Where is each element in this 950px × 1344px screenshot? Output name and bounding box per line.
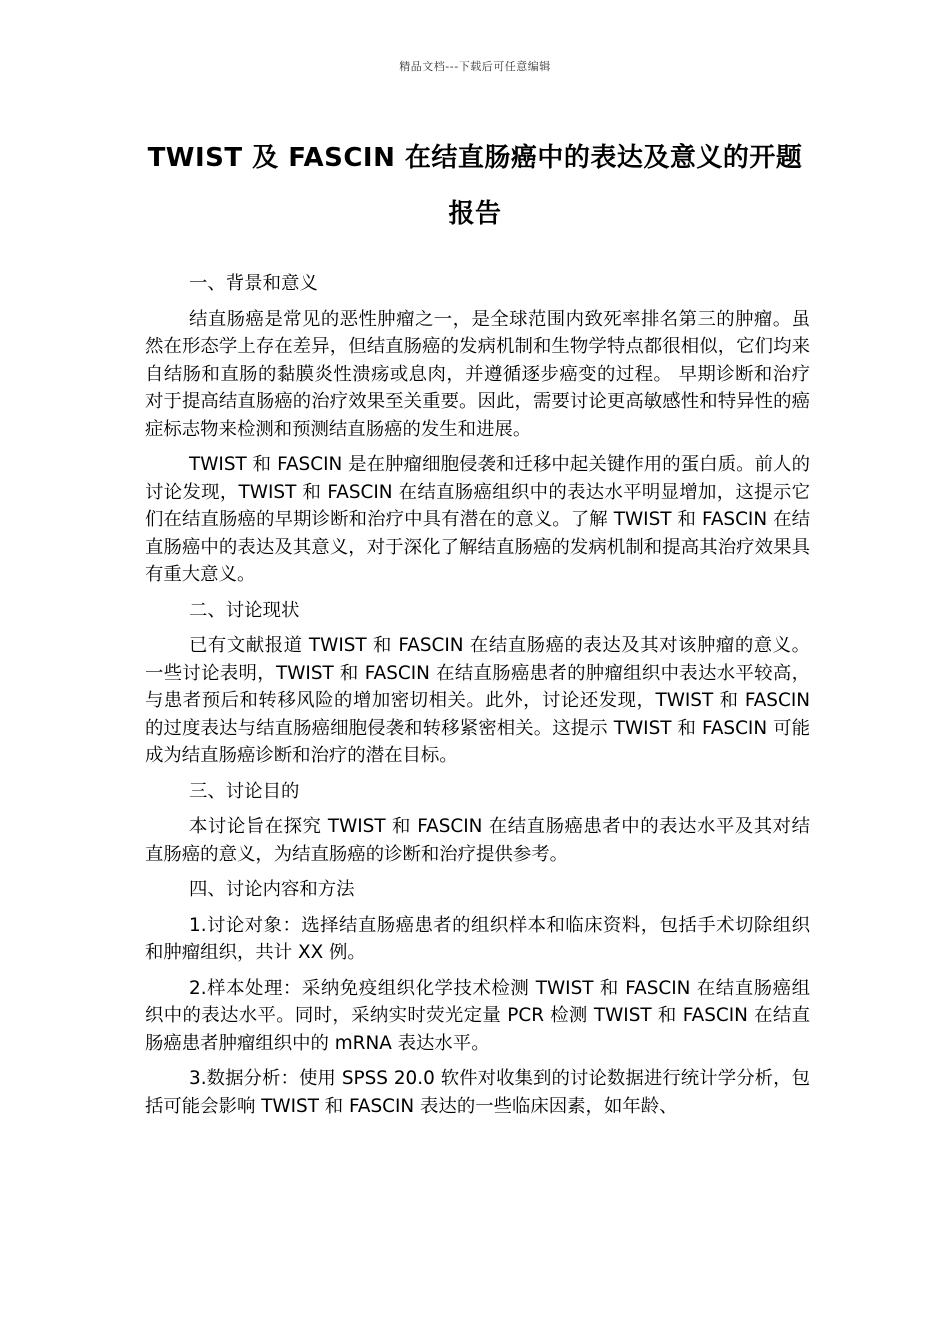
section-heading: 二、讨论现状 (189, 599, 300, 621)
paragraph: 已有文献报道 TWIST 和 FASCIN 在结直肠癌的表达及其对该肿瘤的意义。一些讨论表明，TWIST 和 FASCIN 在结直肠癌患者的肿瘤组织中表达水平较高，与患者预后和转移风险的增加密切相关。此外，讨论还发现，TWIST 和 FASCIN 的过度表达与结直肠癌细胞侵袭和转移紧密相关。这提示 TWIST 和 FASCIN 可能成为结直肠癌诊断和治疗的潜在目标。 (145, 635, 810, 766)
paragraph: 1.讨论对象：选择结直肠癌患者的组织样本和临床资料，包括手术切除组织和肿瘤组织，共计 XX 例。 (145, 914, 810, 963)
section-heading: 四、讨论内容和方法 (189, 879, 355, 900)
document-title: TWIST 及 FASCIN 在结直肠癌中的表达及意义的开题报告 (147, 143, 803, 229)
paragraph: 2.样本处理：采纳免疫组织化学技术检测 TWIST 和 FASCIN 在结直肠癌组织中的表达水平。同时，采纳实时荧光定量 PCR 检测 TWIST 和 FASCIN 在结直肠癌患者肿瘤组织中的 mRNA 表达水平。 (145, 977, 810, 1054)
section-heading: 三、讨论目的 (189, 780, 300, 802)
paragraph: TWIST 和 FASCIN 是在肿瘤细胞侵袭和迁移中起关键作用的蛋白质。前人的讨论发现，TWIST 和 FASCIN 在结直肠癌组织中的表达水平明显增加，这提示它们在结直肠癌的早期诊断和治疗中具有潜在的意义。了解 TWIST 和 FASCIN 在结直肠癌中的表达及其意义，对于深化了解结直肠癌的发病机制和提高其治疗效果具有重大意义。 (145, 454, 810, 585)
document-body (145, 270, 810, 1128)
paragraph: 本讨论旨在探究 TWIST 和 FASCIN 在结直肠癌患者中的表达水平及其对结直肠癌的意义，为结直肠癌的诊断和治疗提供参考。 (145, 816, 810, 865)
paragraph: 3.数据分析：使用 SPSS 20.0 软件对收集到的讨论数据进行统计学分析，包括可能会影响 TWIST 和 FASCIN 表达的一些临床因素，如年龄、 (145, 1068, 810, 1117)
page-header: 精品文档---下载后可任意编辑 (399, 60, 551, 73)
paragraph: 结直肠癌是常见的恶性肿瘤之一，是全球范围内致死率排名第三的肿瘤。虽然在形态学上存在差异，但结直肠癌的发病机制和生物学特点都很相似，它们均来自结肠和直肠的黏膜炎性溃疡或息肉，并遵循逐步癌变的过程。 早期诊断和治疗对于提高结直肠癌的治疗效果至关重要。因此，需要讨论更高敏感性和特异性的癌症标志物来检测和预测结直肠癌的发生和进展。 (145, 308, 810, 440)
section-heading: 一、背景和意义 (189, 273, 318, 294)
